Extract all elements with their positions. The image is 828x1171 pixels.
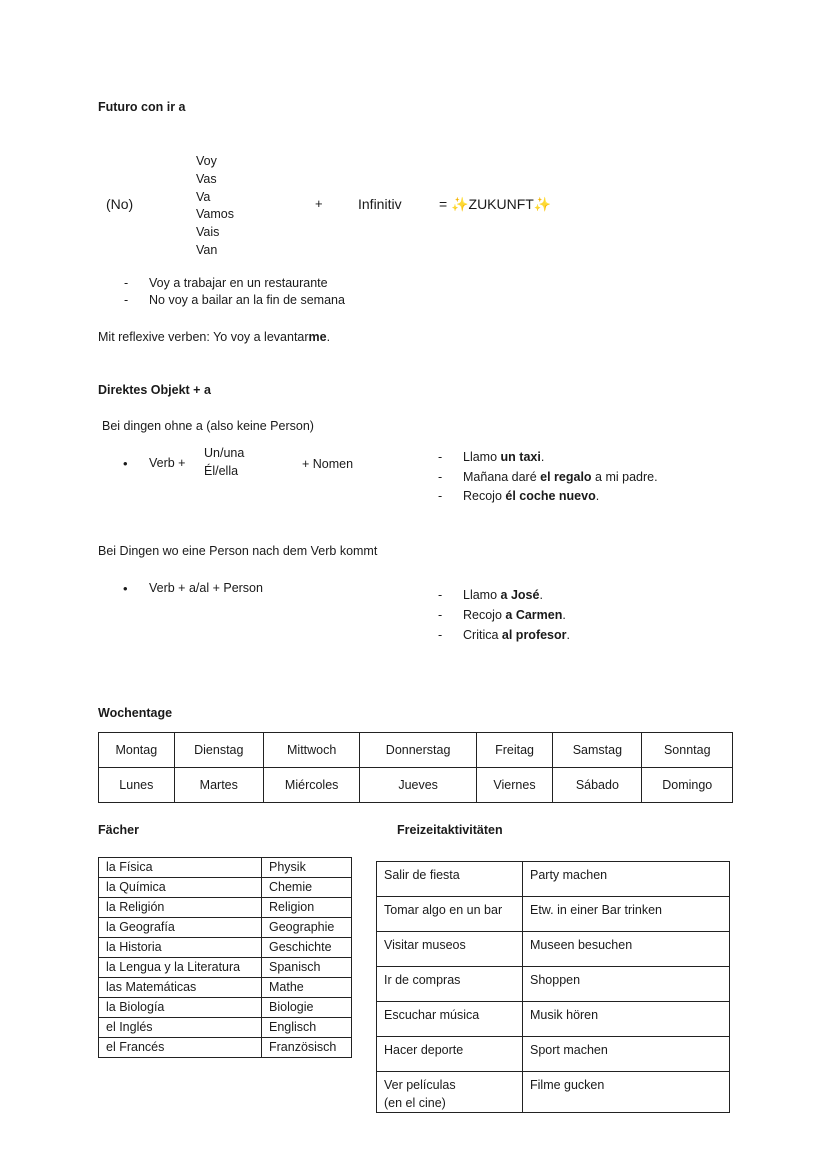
table-cell	[377, 1072, 523, 1113]
table-cell: la Química	[99, 878, 262, 898]
section-things-title: Bei dingen ohne a (also keine Person)	[102, 419, 314, 433]
table-cell: Religion	[262, 898, 352, 918]
table-cell: la Biología	[99, 998, 262, 1018]
cell-line: Ver películas	[384, 1078, 456, 1092]
table-cell: Escuchar música	[377, 1002, 523, 1037]
article-option: Un/una	[204, 446, 245, 460]
table-cell: Tomar algo en un bar	[377, 897, 523, 932]
heading-wochentage: Wochentage	[98, 706, 173, 720]
table-cell: Miércoles	[263, 768, 360, 803]
table-row	[99, 998, 352, 1018]
table-cell: Sport machen	[523, 1037, 730, 1072]
table-row	[99, 918, 352, 938]
heading-freizeit: Freizeitaktivitäten	[397, 823, 503, 837]
table-cell: Donnerstag	[360, 733, 476, 768]
table-row	[99, 1018, 352, 1038]
table-row	[99, 1038, 352, 1058]
table-cell: las Matemáticas	[99, 978, 262, 998]
table-row	[377, 1037, 730, 1072]
table-cell: Chemie	[262, 878, 352, 898]
table-cell: el Inglés	[99, 1018, 262, 1038]
sparkle-icon: ✨	[533, 197, 552, 213]
conjugation-item: Voy	[196, 154, 217, 168]
table-row	[377, 967, 730, 1002]
table-row	[99, 938, 352, 958]
table-cell: Biologie	[262, 998, 352, 1018]
table-cell: Dienstag	[174, 733, 263, 768]
subjects-table	[98, 857, 352, 1058]
futuro-example: - Voy a trabajar en un restaurante	[149, 276, 328, 290]
table-cell: Lunes	[99, 768, 175, 803]
section-person-title: Bei Dingen wo eine Person nach dem Verb kommt	[98, 544, 378, 558]
cell-line: (en el cine)	[384, 1096, 446, 1110]
table-cell: Viernes	[476, 768, 553, 803]
reflexive-period: .	[326, 330, 331, 344]
table-cell: Physik	[262, 858, 352, 878]
table-cell: el Francés	[99, 1038, 262, 1058]
objekt-example: - Recojo él coche nuevo.	[463, 489, 599, 503]
table-cell: Mathe	[262, 978, 352, 998]
infinitive-label: Infinitiv	[358, 196, 402, 212]
rule-verb-plus: • Verb +	[149, 456, 186, 470]
table-row	[377, 1072, 730, 1113]
table-row	[99, 733, 733, 768]
table-cell: Spanisch	[262, 958, 352, 978]
table-cell: Geschichte	[262, 938, 352, 958]
zukunft-formula	[439, 196, 551, 213]
reflexive-note	[98, 330, 330, 344]
table-cell: la Geografía	[99, 918, 262, 938]
table-row	[377, 897, 730, 932]
table-cell: Sábado	[553, 768, 642, 803]
table-row	[377, 862, 730, 897]
heading-faecher: Fächer	[98, 823, 139, 837]
equals-sign: =	[439, 196, 448, 212]
table-cell: Hacer deporte	[377, 1037, 523, 1072]
person-example: - Critica al profesor.	[463, 628, 570, 642]
weekdays-table	[98, 732, 733, 803]
heading-direktes-objekt: Direktes Objekt + a	[98, 383, 211, 397]
reflexive-text: Mit reflexive verben: Yo voy a levantar	[98, 330, 309, 344]
table-cell: Domingo	[642, 768, 733, 803]
zukunft-text: ZUKUNFT	[468, 196, 534, 212]
table-cell: Museen besuchen	[523, 932, 730, 967]
conjugation-list	[196, 153, 234, 260]
table-cell: Jueves	[360, 768, 476, 803]
table-cell: Französisch	[262, 1038, 352, 1058]
table-row	[377, 932, 730, 967]
person-example: - Recojo a Carmen.	[463, 608, 566, 622]
table-row	[377, 1002, 730, 1037]
conjugation-item: Vamos	[196, 207, 234, 222]
table-cell: Party machen	[523, 862, 730, 897]
table-cell: Ir de compras	[377, 967, 523, 1002]
plus-sign: +	[315, 196, 323, 211]
table-cell: Mittwoch	[263, 733, 360, 768]
conjugation-item: Vas	[196, 171, 217, 186]
futuro-example: - No voy a bailar an la fin de semana	[149, 293, 345, 307]
table-cell: Montag	[99, 733, 175, 768]
table-row	[99, 898, 352, 918]
table-cell: la Historia	[99, 938, 262, 958]
table-cell: Shoppen	[523, 967, 730, 1002]
table-cell: Geographie	[262, 918, 352, 938]
table-cell: Filme gucken	[523, 1072, 730, 1113]
table-cell: la Religión	[99, 898, 262, 918]
plus-nomen: + Nomen	[302, 457, 354, 471]
table-row	[99, 768, 733, 803]
negation-label: (No)	[106, 196, 134, 212]
reflexive-bold: me	[308, 330, 327, 344]
table-cell: Freitag	[476, 733, 553, 768]
table-cell: Etw. in einer Bar trinken	[523, 897, 730, 932]
table-row	[99, 978, 352, 998]
table-cell: Englisch	[262, 1018, 352, 1038]
table-cell: Visitar museos	[377, 932, 523, 967]
person-example: - Llamo a José.	[463, 588, 543, 602]
objekt-example: - Mañana daré el regalo a mi padre.	[463, 470, 658, 484]
table-row	[99, 878, 352, 898]
leisure-table	[376, 861, 730, 1113]
article-option: Él/ella	[204, 464, 239, 478]
heading-futuro: Futuro con ir a	[98, 100, 186, 114]
table-cell: Salir de fiesta	[377, 862, 523, 897]
sparkle-icon: ✨	[451, 197, 469, 213]
table-cell: la Lengua y la Literatura	[99, 958, 262, 978]
objekt-example: - Llamo un taxi.	[463, 450, 544, 464]
conjugation-item: Va	[196, 189, 211, 204]
table-cell: Musik hören	[523, 1002, 730, 1037]
table-row	[99, 958, 352, 978]
conjugation-item: Vais	[196, 225, 220, 240]
table-cell: Sonntag	[642, 733, 733, 768]
table-cell: la Física	[99, 858, 262, 878]
table-cell: Samstag	[553, 733, 642, 768]
rule-verb-a-person: • Verb + a/al + Person	[149, 581, 263, 595]
table-cell: Martes	[174, 768, 263, 803]
conjugation-item: Van	[196, 242, 218, 257]
table-row	[99, 858, 352, 878]
